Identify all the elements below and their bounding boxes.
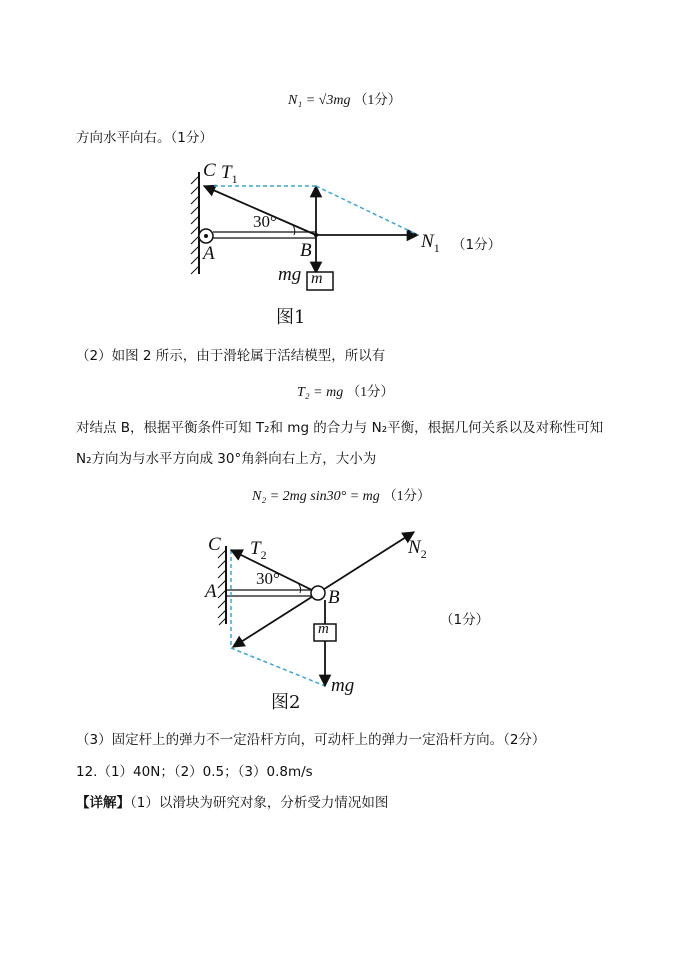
fig1-label-angle: 30° xyxy=(253,212,277,231)
fig2-label-t xyxy=(250,538,267,560)
fig1-label-m: m xyxy=(311,270,323,287)
fig1-label-n-sub: 1 xyxy=(433,241,440,255)
fig1-label-a: A xyxy=(203,243,215,264)
fig1-label-n-main: N xyxy=(421,231,434,252)
question-12-answers: 12.（1）40N；（2）0.5；（3）0.8m/s xyxy=(76,764,313,780)
fig2-label-angle: 30° xyxy=(256,569,280,588)
fig2-label-c: C xyxy=(208,534,221,555)
equation-t2 xyxy=(297,380,394,401)
equation-n2-formula: N₂ = 2mg sin30° = mg xyxy=(252,489,380,504)
equation-n2 xyxy=(252,484,431,505)
fig2-rod xyxy=(226,590,312,596)
equation-n1-formula: N₁ = √3mg xyxy=(288,93,351,108)
paragraph-line-2: N₂方向为与水平方向成 30°角斜向右上方，大小为 xyxy=(76,451,377,467)
fig2-label-n-main: N xyxy=(408,537,421,558)
fig1-label-t-sub: 1 xyxy=(231,172,238,186)
equation-n2-score: （1分） xyxy=(383,488,431,503)
fig1-label-b: B xyxy=(300,240,312,261)
fig2-label-n xyxy=(408,537,427,559)
fig2-label-b: B xyxy=(328,587,340,608)
fig1-hinge-a-center xyxy=(204,234,208,238)
fig2-label-t-main: T xyxy=(250,538,261,559)
fig1-score: （1分） xyxy=(452,237,502,253)
fig2-label-mg: mg xyxy=(331,675,355,696)
fig2-label-m: m xyxy=(318,621,329,637)
fig2-wall xyxy=(218,546,226,625)
detail-text: （1）以滑块为研究对象，分析受力情况如图 xyxy=(130,795,389,811)
fig1-caption: 图1 xyxy=(276,307,306,328)
fig2-caption: 图2 xyxy=(271,692,301,713)
fig1-point-b xyxy=(314,233,318,237)
detail-bracket-label: 【详解】 xyxy=(76,795,130,811)
fig2-pulley xyxy=(311,586,325,600)
paragraph-line-1: 对结点 B，根据平衡条件可知 T₂和 mg 的合力与 N₂平衡，根据几何关系以及对称性可知 xyxy=(76,420,604,436)
fig2-label-a: A xyxy=(205,581,217,602)
fig1-rod xyxy=(213,232,316,238)
equation-n1-score: （1分） xyxy=(353,92,402,107)
part2-intro: （2）如图 2 所示，由于滑轮属于活结模型，所以有 xyxy=(76,348,386,364)
equation-t2-formula: T₂ = mg xyxy=(297,385,344,400)
equation-t2-score: （1分） xyxy=(346,384,394,399)
fig2-score: （1分） xyxy=(440,612,490,628)
fig2-label-t-sub: 2 xyxy=(260,548,267,562)
fig1-wall xyxy=(191,172,199,274)
fig2-label-n-sub: 2 xyxy=(420,547,427,561)
fig1-dash-diag xyxy=(316,186,418,235)
fig1-label-c: C xyxy=(203,160,216,181)
fig2-arrow-n2 xyxy=(318,532,414,593)
fig1-label-t xyxy=(221,162,238,184)
part3-text: （3）固定杆上的弹力不一定沿杆方向，可动杆上的弹力一定沿杆方向。（2分） xyxy=(76,732,546,748)
fig1-label-n xyxy=(421,231,440,253)
fig1-label-t-main: T xyxy=(221,162,232,183)
fig2-dash-bottom xyxy=(231,648,325,686)
detail-line xyxy=(76,791,388,811)
fig2-arrow-resultant xyxy=(233,593,318,647)
fig1-label-mg: mg xyxy=(278,264,302,285)
direction-line: 方向水平向右。（1分） xyxy=(76,130,213,146)
